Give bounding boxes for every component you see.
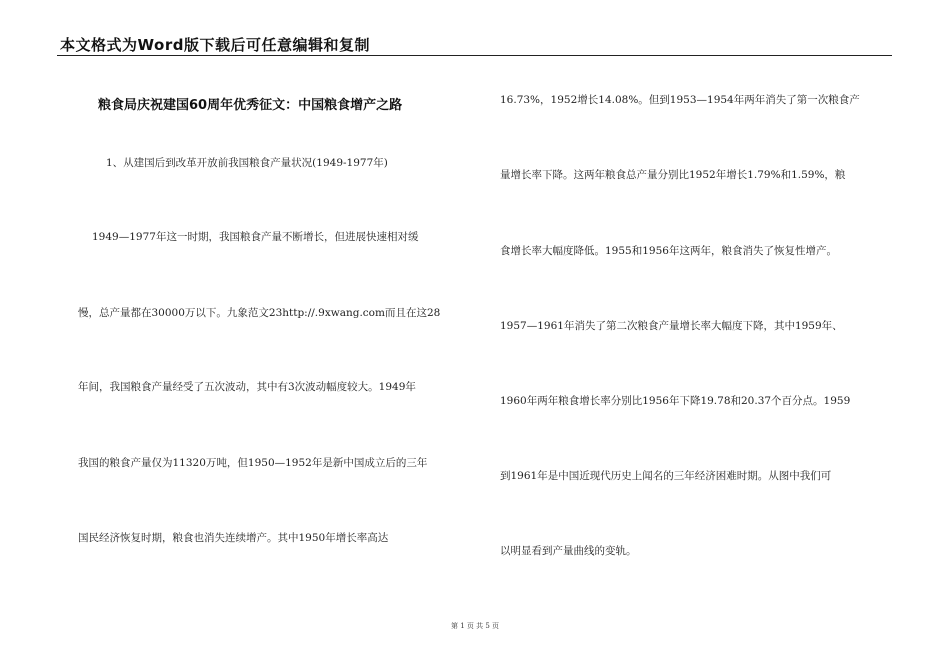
paragraph-line: 食增长率大幅度降低。1955和1956年这两年，粮食消失了恢复性增产。 bbox=[500, 245, 837, 257]
paragraph-line: 1957—1961年消失了第二次粮食产量增长率大幅度下降，其中1959年、 bbox=[500, 320, 843, 332]
paragraph-line: 以明显看到产量曲线的变轨。 bbox=[500, 545, 637, 557]
article-title: 粮食局庆祝建国60周年优秀征文：中国粮食增产之路 bbox=[98, 98, 403, 113]
paragraph-line: 我国的粮食产量仅为11320万吨，但1950—1952年是新中国成立后的三年 bbox=[78, 457, 428, 469]
paragraph-line: 到1961年是中国近现代历史上闻名的三年经济困难时期。从图中我们可 bbox=[500, 470, 832, 482]
paragraph-line: 国民经济恢复时期，粮食也消失连续增产。其中1950年增长率高达 bbox=[78, 532, 389, 544]
header-divider bbox=[57, 55, 892, 56]
paragraph-line: 1960年两年粮食增长率分别比1956年下降19.78和20.37个百分点。1959 bbox=[500, 395, 851, 407]
paragraph-line: 年间，我国粮食产量经受了五次波动，其中有3次波动幅度较大。1949年 bbox=[78, 381, 416, 393]
paragraph-line: 16.73%，1952增长14.08%。但到1953—1954年两年消失了第一次粮食产 bbox=[500, 94, 860, 106]
section-heading: 1、从建国后到改革开放前我国粮食产量状况(1949-1977年) bbox=[106, 157, 388, 169]
paragraph-line: 1949—1977年这一时期，我国粮食产量不断增长，但进展快速相对缓 bbox=[92, 231, 419, 243]
document-header-title: 本文格式为Word版下载后可任意编辑和复制 bbox=[60, 36, 370, 54]
page-number-footer: 第 1 页 共 5 页 bbox=[450, 622, 500, 630]
paragraph-line: 慢，总产量都在30000万以下。九象范文23http://.9xwang.com而且在这28 bbox=[78, 307, 441, 319]
paragraph-line: 量增长率下降。这两年粮食总产量分别比1952年增长1.79%和1.59%，粮 bbox=[500, 169, 846, 181]
